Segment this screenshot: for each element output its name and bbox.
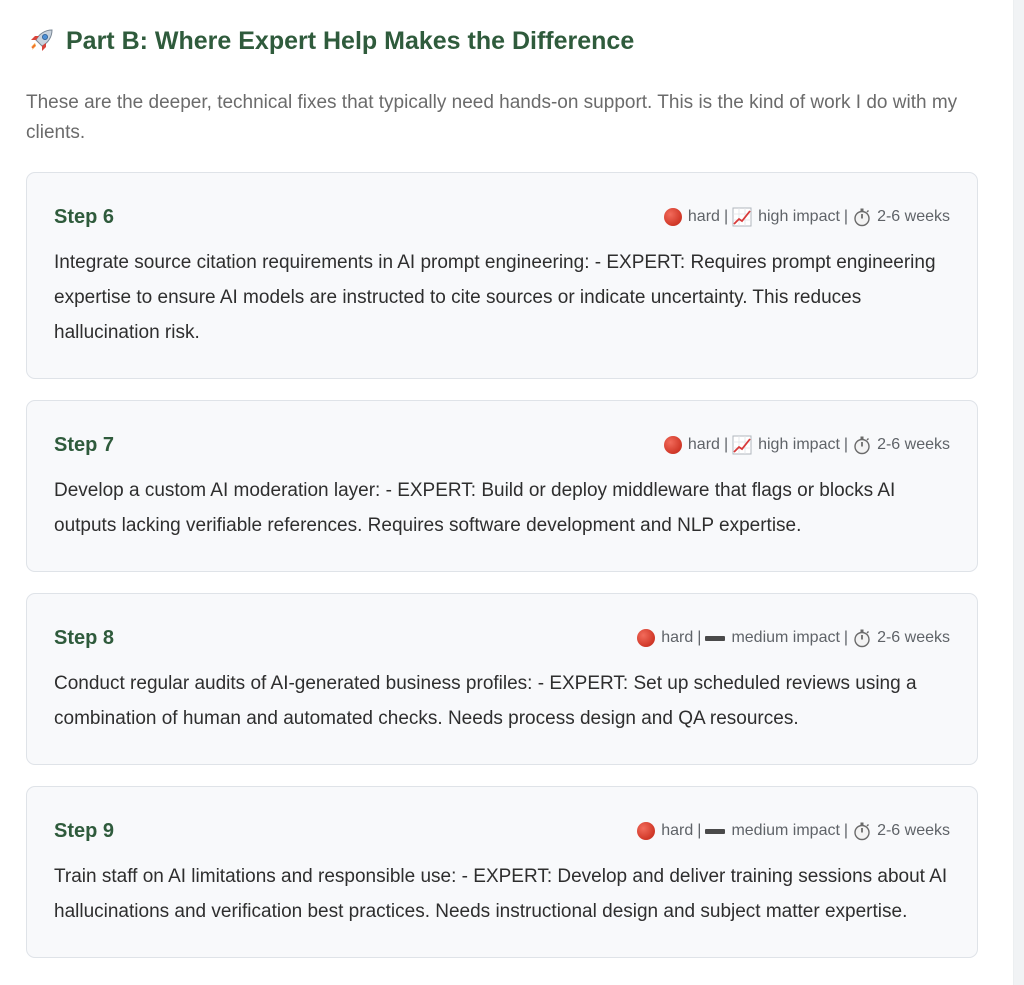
duration-label: 2-6 weeks: [877, 822, 950, 839]
red-circle-icon: [637, 629, 655, 647]
difficulty-label: hard: [661, 822, 694, 839]
impact-label: medium impact: [731, 629, 840, 646]
minus-bar-icon: [705, 636, 725, 641]
impact-label: high impact: [758, 436, 840, 453]
step-header: [54, 427, 950, 463]
difficulty-label: hard: [661, 629, 694, 646]
section-intro: These are the deeper, technical fixes that typically need hands-on support. This is the kind of work I do with my clients.: [26, 92, 958, 143]
stopwatch-icon: [852, 821, 872, 841]
chart-increasing-icon: [732, 207, 752, 227]
step-meta: [664, 435, 950, 455]
step-title: Step 8: [54, 626, 115, 649]
meta-separator: |: [697, 629, 702, 646]
content: [26, 22, 978, 979]
chart-increasing-icon: [732, 435, 752, 455]
step-meta: [637, 628, 950, 648]
step-meta: [637, 821, 950, 841]
steps-list: [26, 172, 978, 958]
section-heading: [26, 22, 978, 60]
step-card: [26, 400, 978, 572]
step-header: [54, 620, 950, 656]
minus-bar-icon: [705, 829, 725, 834]
difficulty-label: hard: [687, 208, 720, 225]
red-circle-icon: [664, 208, 682, 226]
step-card: [26, 593, 978, 765]
meta-separator: |: [843, 208, 849, 225]
meta-separator: |: [843, 822, 849, 839]
red-circle-icon: [664, 436, 682, 454]
meta-separator: |: [843, 629, 849, 646]
step-card: [26, 786, 978, 958]
step-title: Step 7: [54, 433, 115, 456]
stopwatch-icon: [852, 628, 872, 648]
step-description: Develop a custom AI moderation layer: - EXPERT: Build or deploy middleware that flags or blocks AI outputs lacking verifiable references. Requires software development and NLP expertise.: [54, 480, 896, 536]
stopwatch-icon: [852, 435, 872, 455]
section-title: Part B: Where Expert Help Makes the Difference: [66, 26, 635, 55]
impact-label: medium impact: [731, 822, 840, 839]
step-description: Conduct regular audits of AI-generated business profiles: - EXPERT: Set up scheduled reviews using a combination of human and automated checks. Needs process design and QA resources.: [54, 673, 917, 729]
step-title: Step 9: [54, 819, 115, 842]
meta-separator: |: [697, 822, 702, 839]
step-meta: [664, 207, 950, 227]
step-card: [26, 172, 978, 379]
difficulty-label: hard: [687, 436, 720, 453]
impact-label: high impact: [758, 208, 840, 225]
step-header: [54, 813, 950, 849]
duration-label: 2-6 weeks: [877, 208, 950, 225]
meta-separator: |: [843, 436, 849, 453]
step-title: Step 6: [54, 205, 115, 228]
meta-separator: |: [723, 208, 729, 225]
step-description: Train staff on AI limitations and responsible use: - EXPERT: Develop and deliver training sessions about AI hallucinations and verification best practices. Needs instructional design and subject matter expertise.: [54, 866, 948, 922]
meta-separator: |: [723, 436, 729, 453]
scrollbar-track[interactable]: [1013, 0, 1024, 985]
duration-label: 2-6 weeks: [877, 629, 950, 646]
step-description: Integrate source citation requirements in AI prompt engineering: - EXPERT: Requires prompt engineering expertise to ensure AI models are instructed to cite sources or indicate uncertainty. This reduces hallucination risk.: [54, 252, 936, 343]
rocket-icon: [26, 26, 56, 56]
step-header: [54, 199, 950, 235]
duration-label: 2-6 weeks: [877, 436, 950, 453]
red-circle-icon: [637, 822, 655, 840]
stopwatch-icon: [852, 207, 872, 227]
